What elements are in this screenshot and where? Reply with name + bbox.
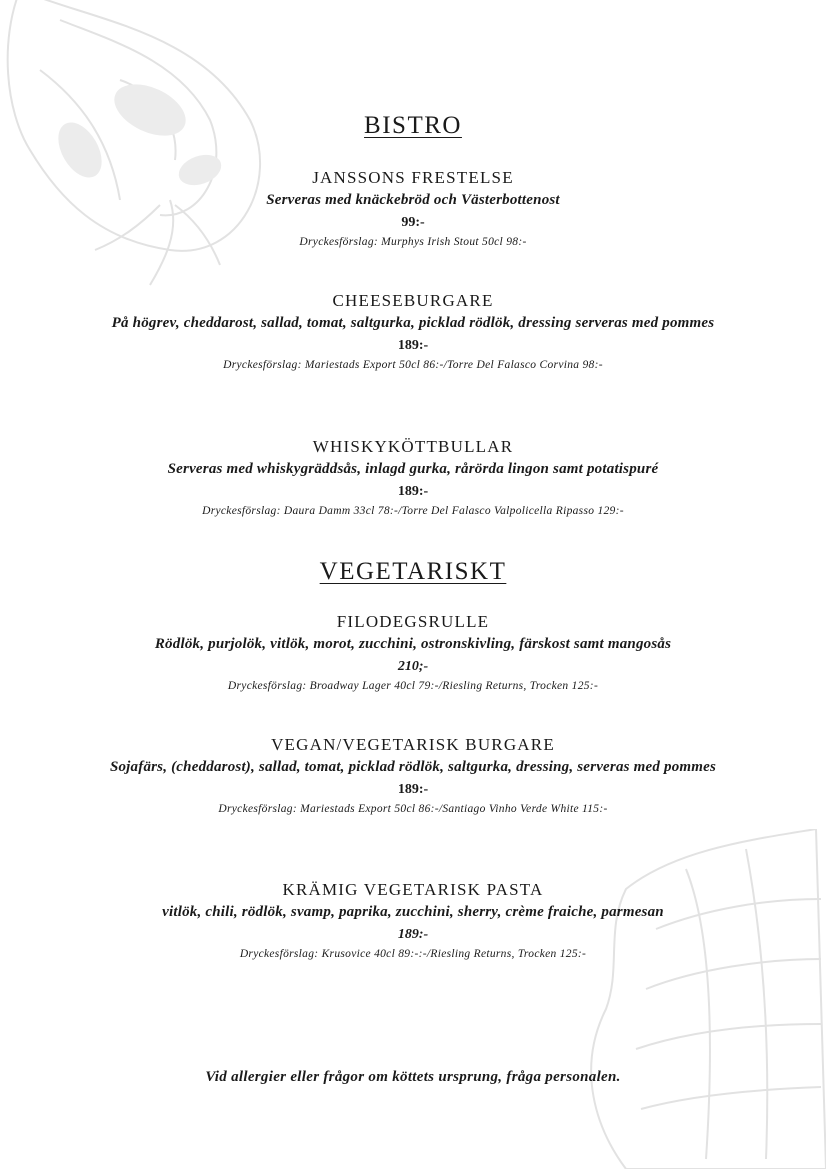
item-description: Rödlök, purjolök, vitlök, morot, zucchini, ostronskivling, färskost samt mangosås — [154, 636, 672, 652]
item-name: FILODEGSRULLE — [336, 612, 490, 631]
item-price: 99:- — [401, 215, 425, 230]
item-name: CHEESEBURGARE — [332, 291, 494, 310]
allergy-notice: Vid allergier eller frågor om köttets ursprung, fråga personalen. — [205, 1069, 621, 1085]
drink-suggestion: Dryckesförslag: Mariestads Export 50cl 86:-/Santiago Vinho Verde White 115:- — [218, 803, 608, 815]
menu-item — [80, 610, 746, 694]
menu-item — [80, 878, 746, 962]
item-description: Sojafärs, (cheddarost), sallad, tomat, picklad rödlök, saltgurka, dressing, serveras med pommes — [109, 759, 717, 775]
section-title-vegetariskt: VEGETARISKT — [319, 558, 507, 585]
item-price: 210;- — [397, 659, 429, 674]
section-title-bistro: BISTRO — [364, 112, 462, 139]
menu-item — [80, 733, 746, 817]
item-description: Serveras med knäckebröd och Västerbottenost — [266, 192, 560, 208]
item-price: 189:- — [397, 927, 429, 942]
drink-suggestion: Dryckesförslag: Daura Damm 33cl 78:-/Torre Del Falasco Valpolicella Ripasso 129:- — [202, 505, 624, 517]
item-name: VEGAN/VEGETARISK BURGARE — [271, 735, 555, 754]
item-price: 189:- — [397, 338, 429, 353]
item-name: WHISKYKÖTTBULLAR — [312, 437, 514, 456]
drink-suggestion: Dryckesförslag: Krusovice 40cl 89:-:-/Riesling Returns, Trocken 125:- — [239, 948, 587, 960]
menu-item — [80, 435, 746, 519]
item-price: 189:- — [397, 484, 429, 499]
item-name: JANSSONS FRESTELSE — [312, 168, 514, 187]
item-price: 189:- — [397, 782, 429, 797]
item-description: vitlök, chili, rödlök, svamp, paprika, zucchini, sherry, crème fraiche, parmesan — [162, 904, 664, 920]
item-name: KRÄMIG VEGETARISK PASTA — [282, 880, 544, 899]
drink-suggestion: Dryckesförslag: Murphys Irish Stout 50cl 98:- — [299, 236, 527, 248]
menu-item — [80, 166, 746, 250]
item-description: På högrev, cheddarost, sallad, tomat, saltgurka, picklad rödlök, dressing serveras med pommes — [111, 315, 715, 331]
drink-suggestion: Dryckesförslag: Mariestads Export 50cl 86:-/Torre Del Falasco Corvina 98:- — [223, 359, 603, 371]
drink-suggestion: Dryckesförslag: Broadway Lager 40cl 79:-/Riesling Returns, Trocken 125:- — [227, 680, 599, 692]
item-description: Serveras med whiskygräddsås, inlagd gurka, rårörda lingon samt potatispuré — [167, 461, 659, 477]
menu-item — [80, 289, 746, 373]
